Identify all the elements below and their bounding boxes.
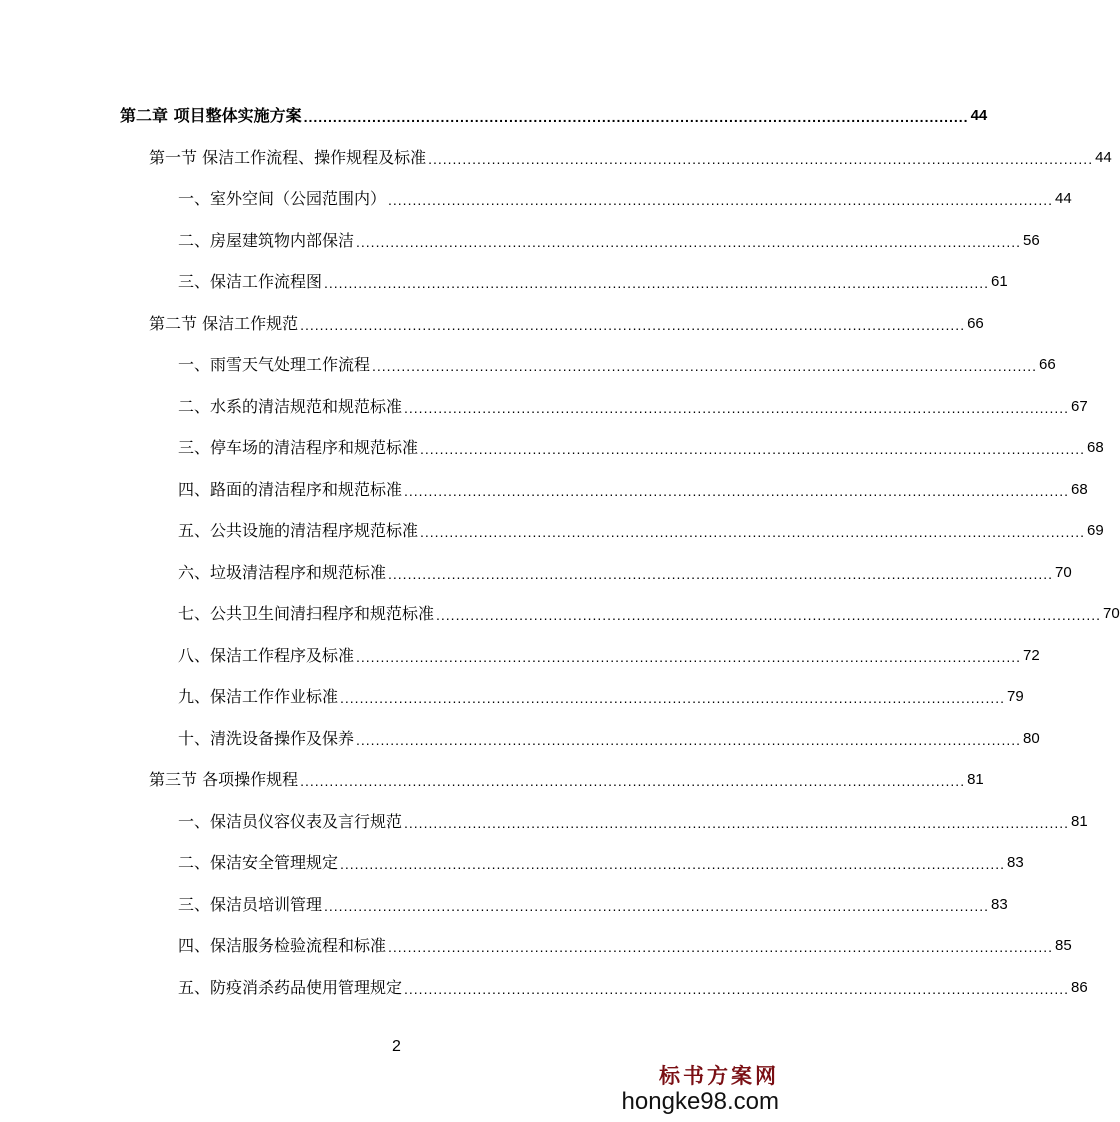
toc-entry-label: 八、保洁工作程序及标准: [178, 646, 355, 665]
toc-entry-label: 四、路面的清洁程序和规范标准: [178, 480, 403, 499]
toc-leader-dots: ........................................................................................................................................: [388, 566, 1054, 582]
toc-entry-item[interactable]: [178, 432, 1104, 458]
toc-entry-label: 七、公共卫生间清扫程序和规范标准: [178, 604, 435, 623]
toc-leader-dots: ........................................................................................................................................: [436, 607, 1102, 623]
toc-entry-page: 66: [967, 315, 984, 332]
toc-entry-page: 70: [1055, 564, 1072, 581]
toc-entry-page: 72: [1023, 647, 1040, 664]
toc-entry-page: 70: [1103, 605, 1120, 622]
toc-entry-item[interactable]: [178, 349, 1056, 375]
toc-entry-label: 五、防疫消杀药品使用管理规定: [178, 978, 403, 997]
toc-leader-dots: ........................................................................................................................................: [300, 317, 966, 333]
watermark-logo: [622, 1065, 779, 1114]
toc-entry-label: 三、停车场的清洁程序和规范标准: [178, 438, 419, 457]
toc-entry-item[interactable]: [178, 972, 1088, 998]
toc-entry-section-3[interactable]: [149, 764, 984, 790]
toc-entry-label: 第三节 各项操作规程: [149, 770, 299, 789]
toc-leader-dots: ........................................................................................................................................: [404, 483, 1070, 499]
toc-entry-label: 一、雨雪天气处理工作流程: [178, 355, 371, 374]
watermark-url: hongke98.com: [621, 1088, 779, 1115]
toc-leader-dots: ........................................................................................................................................: [372, 358, 1038, 374]
toc-leader-dots: ........................................................................................................................................: [303, 109, 969, 125]
toc-leader-dots: ........................................................................................................................................: [300, 773, 966, 789]
toc-entry-item[interactable]: [178, 723, 1040, 749]
watermark-chinese-text: 标书方案网: [659, 1063, 779, 1088]
toc-leader-dots: ........................................................................................................................................: [404, 981, 1070, 997]
toc-leader-dots: ........................................................................................................................................: [420, 524, 1086, 540]
toc-entry-page: 66: [1039, 356, 1056, 373]
toc-entry-item[interactable]: [178, 598, 1120, 624]
toc-leader-dots: ........................................................................................................................................: [404, 400, 1070, 416]
toc-entry-item[interactable]: [178, 391, 1088, 417]
toc-entry-page: 86: [1071, 979, 1088, 996]
toc-entry-label: 第二节 保洁工作规范: [149, 314, 299, 333]
toc-leader-dots: ........................................................................................................................................: [324, 898, 990, 914]
toc-entry-page: 81: [967, 771, 984, 788]
toc-entry-label: 九、保洁工作作业标准: [178, 687, 339, 706]
toc-entry-page: 61: [991, 273, 1008, 290]
toc-entry-item[interactable]: [178, 474, 1088, 500]
toc-entry-item[interactable]: [178, 681, 1024, 707]
toc-leader-dots: ........................................................................................................................................: [388, 192, 1054, 208]
toc-entry-item[interactable]: [178, 930, 1072, 956]
toc-entry-label: 二、房屋建筑物内部保洁: [178, 231, 355, 250]
toc-entry-item[interactable]: [178, 847, 1024, 873]
page-number: 2: [392, 1038, 401, 1055]
toc-entry-page: 81: [1071, 813, 1088, 830]
toc-entry-item[interactable]: [178, 266, 1008, 292]
toc-entry-page: 56: [1023, 232, 1040, 249]
toc-entry-page: 69: [1087, 522, 1104, 539]
toc-leader-dots: ........................................................................................................................................: [340, 856, 1006, 872]
toc-entry-item[interactable]: [178, 806, 1088, 832]
toc-entry-page: 79: [1007, 688, 1024, 705]
toc-entry-page: 44: [1095, 149, 1112, 166]
toc-leader-dots: ........................................................................................................................................: [428, 151, 1094, 167]
toc-entry-section-2[interactable]: [149, 308, 984, 334]
toc-entry-page: 80: [1023, 730, 1040, 747]
toc-leader-dots: ........................................................................................................................................: [388, 939, 1054, 955]
toc-entry-label: 四、保洁服务检验流程和标准: [178, 936, 387, 955]
toc-entry-chapter-2[interactable]: [120, 100, 988, 126]
toc-entry-label: 三、保洁员培训管理: [178, 895, 323, 914]
toc-entry-page: 67: [1071, 398, 1088, 415]
toc-entry-page: 83: [991, 896, 1008, 913]
toc-leader-dots: ........................................................................................................................................: [404, 815, 1070, 831]
toc-entry-label: 第一节 保洁工作流程、操作规程及标准: [149, 148, 427, 167]
toc-entry-section-1[interactable]: [149, 142, 1112, 168]
toc-leader-dots: ........................................................................................................................................: [356, 649, 1022, 665]
toc-entry-item[interactable]: [178, 557, 1072, 583]
toc-entry-item[interactable]: [178, 640, 1040, 666]
toc-entry-page: 85: [1055, 937, 1072, 954]
toc-entry-label: 五、公共设施的清洁程序规范标准: [178, 521, 419, 540]
toc-entry-page: 68: [1087, 439, 1104, 456]
toc-entry-label: 三、保洁工作流程图: [178, 272, 323, 291]
toc-leader-dots: ........................................................................................................................................: [420, 441, 1086, 457]
toc-leader-dots: ........................................................................................................................................: [356, 234, 1022, 250]
toc-entry-page: 68: [1071, 481, 1088, 498]
toc-entry-item[interactable]: [178, 225, 1040, 251]
toc-leader-dots: ........................................................................................................................................: [356, 732, 1022, 748]
toc-entry-label: 二、保洁安全管理规定: [178, 853, 339, 872]
toc-entry-item[interactable]: [178, 515, 1104, 541]
toc-entry-label: 一、室外空间（公园范围内）: [178, 189, 387, 208]
toc-leader-dots: ........................................................................................................................................: [324, 275, 990, 291]
toc-entry-label: 一、保洁员仪容仪表及言行规范: [178, 812, 403, 831]
toc-entry-item[interactable]: [178, 889, 1008, 915]
toc-entry-label: 第二章 项目整体实施方案: [120, 106, 302, 125]
toc-entry-page: 44: [970, 107, 988, 124]
toc-leader-dots: ........................................................................................................................................: [340, 690, 1006, 706]
toc-entry-label: 二、水系的清洁规范和规范标准: [178, 397, 403, 416]
toc-entry-label: 十、清洗设备操作及保养: [178, 729, 355, 748]
toc-entry-label: 六、垃圾清洁程序和规范标准: [178, 563, 387, 582]
toc-entry-page: 83: [1007, 854, 1024, 871]
toc-entry-item[interactable]: [178, 183, 1072, 209]
toc-entry-page: 44: [1055, 190, 1072, 207]
